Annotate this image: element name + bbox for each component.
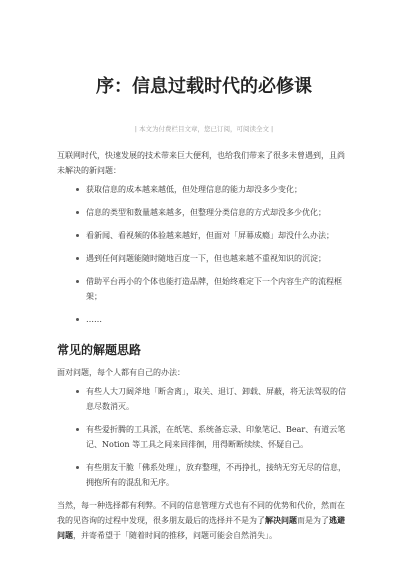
approach-list <box>57 384 350 490</box>
list-item: 借助平台再小的个体也能打造品牌，但始终难定下一个内容生产的流程框架； <box>76 274 350 304</box>
list-item: 获取信息的成本越来越低，但处理信息的能力却没多少变化； <box>76 182 350 197</box>
section-heading: 常见的解题思路 <box>57 343 142 357</box>
section-intro: 面对问题，每个人都有自己的办法： <box>57 368 185 377</box>
conclusion-text: ，并寄希望于「随着时间的推移，问题可能会自然消失」。 <box>73 531 277 540</box>
conclusion-text: 当然，每一种选择都有利弊。不同的信息管理方式也有不同的优势和代价，然而在我的见咨询的过程中发现，很多朋友最后的选择并不是为了 <box>57 501 345 525</box>
list-item: 有些爱折腾的工具派，在纸笔、系统备忘录、印象笔记、Bear、有道云笔记、Notion 等工具之间来回徘徊，用得断断续续、怀疑自己。 <box>76 422 350 452</box>
list-item: 有些朋友干脆「佛系处理」，放弃整理，不再挣扎，接纳无穷无尽的信息，拥抱所有的混乱和无序。 <box>76 460 350 490</box>
problem-list <box>57 182 350 327</box>
list-item: 看新闻、看视频的体验越来越好，但面对「屏幕成瘾」却没什么办法； <box>76 228 350 243</box>
page-title: 序：信息过载时代的必修课 <box>96 76 312 97</box>
intro-paragraph: 互联网时代，快速发展的技术带来巨大便利，也给我们带来了很多未曾遇到，且尚未解决的新问题： <box>57 151 345 175</box>
conclusion-paragraph <box>57 498 350 543</box>
conclusion-text: 而是为了 <box>297 516 329 525</box>
list-item: 遇到任何问题能随时随地百度一下，但也越来越不重视知识的沉淀； <box>76 251 350 266</box>
conclusion-bold-solve: 解决问题 <box>265 515 297 525</box>
list-item: 信息的类型和数量越来越多，但整理分类信息的方式却没多少优化； <box>76 205 350 220</box>
list-item: …… <box>76 312 350 327</box>
list-item: 有些人大刀阔斧地「断舍离」，取关、退订、卸载、屏蔽，将无法驾驭的信息尽数消灭。 <box>76 384 350 414</box>
subscription-note: | 本文为付费栏目文章，您已订阅，可阅读全文 | <box>134 125 274 133</box>
article-body <box>57 148 350 543</box>
conclusion-bold-escape: 逃避问题 <box>57 515 345 540</box>
